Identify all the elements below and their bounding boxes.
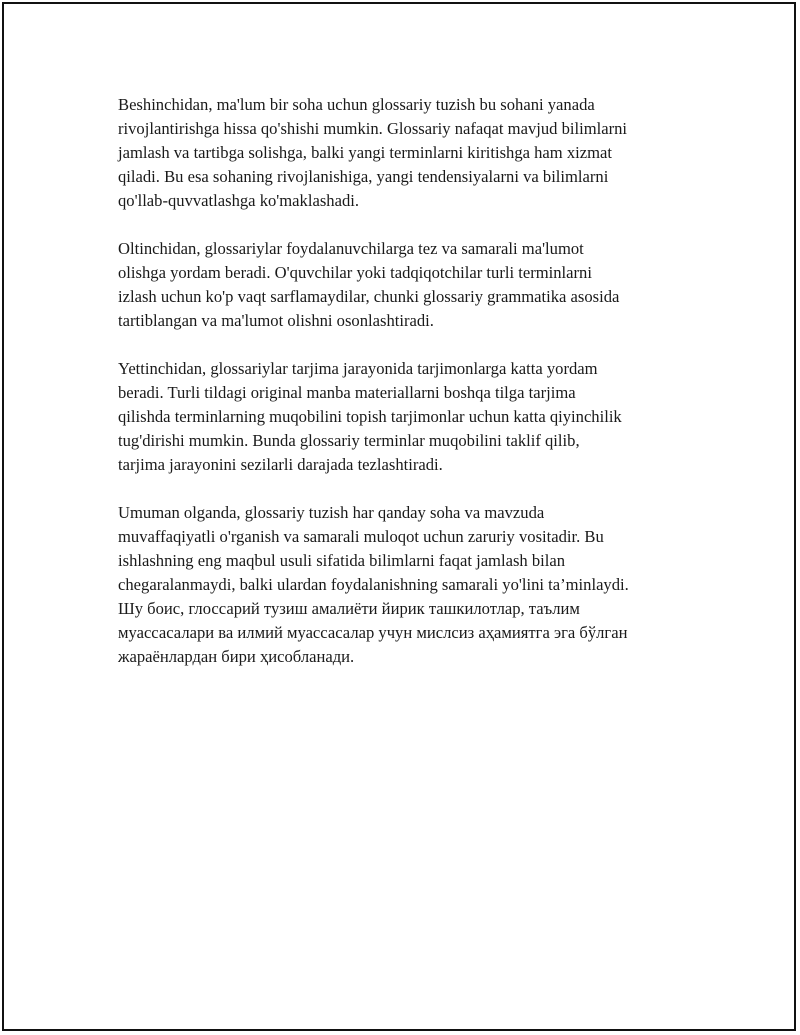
text-line: Yettinchidan, glossariylar tarjima jarayonida tarjimonlarga katta yordam (118, 359, 598, 378)
paragraph-5 (118, 93, 698, 213)
paragraph-6 (118, 237, 698, 333)
text-line: muvaffaqiyatli o'rganish va samarali muloqot uchun zaruriy vositadir. Bu (118, 527, 604, 546)
text-line: tartiblangan va ma'lumot olishni osonlashtiradi. (118, 311, 434, 330)
text-line: qilishda terminlarning muqobilini topish tarjimonlar uchun katta qiyinchilik (118, 407, 622, 426)
paragraph-7 (118, 357, 698, 477)
text-line: tarjima jarayonini sezilarli darajada tezlashtiradi. (118, 455, 443, 474)
text-line: beradi. Turli tildagi original manba materiallarni boshqa tilga tarjima (118, 383, 576, 402)
text-line: jamlash va tartibga solishga, balki yangi terminlarni kiritishga ham xizmat (118, 143, 613, 162)
text-line: tug'dirishi mumkin. Bunda glossariy terminlar muqobilini taklif qilib, (118, 431, 580, 450)
text-line: qo'llab-quvvatlashga ko'maklashadi. (118, 191, 359, 210)
text-line: Beshinchidan, ma'lum bir soha uchun glossariy tuzish bu sohani yanada (118, 95, 595, 114)
text-line: Шу боис, глоссарий тузиш амалиёти йирик ташкилотлар, таълим (118, 599, 580, 618)
text-line: муассасалари ва илмий муассасалар учун мислсиз аҳамиятга эга бўлган (118, 623, 628, 642)
text-line: Umuman olganda, glossariy tuzish har qanday soha va mavzuda (118, 503, 545, 522)
paragraph-conclusion (118, 501, 698, 669)
text-line: qiladi. Bu esa sohaning rivojlanishiga, yangi tendensiyalarni va bilimlarni (118, 167, 609, 186)
text-line: izlash uchun ko'p vaqt sarflamaydilar, chunki glossariy grammatika asosida (118, 287, 620, 306)
text-line: olishga yordam beradi. O'quvchilar yoki tadqiqotchilar turli terminlarni (118, 263, 592, 282)
text-line: chegaralanmaydi, balki ulardan foydalanishning samarali yo'lini ta’minlaydi. (118, 575, 629, 594)
text-line: жараёнлардан бири ҳисобланади. (118, 647, 355, 666)
text-line: rivojlantirishga hissa qo'shishi mumkin. Glossariy nafaqat mavjud bilimlarni (118, 119, 628, 138)
text-line: Oltinchidan, glossariylar foydalanuvchilarga tez va samarali ma'lumot (118, 239, 584, 258)
text-line: ishlashning eng maqbul usuli sifatida bilimlarni faqat jamlash bilan (118, 551, 566, 570)
document-body (118, 93, 698, 693)
